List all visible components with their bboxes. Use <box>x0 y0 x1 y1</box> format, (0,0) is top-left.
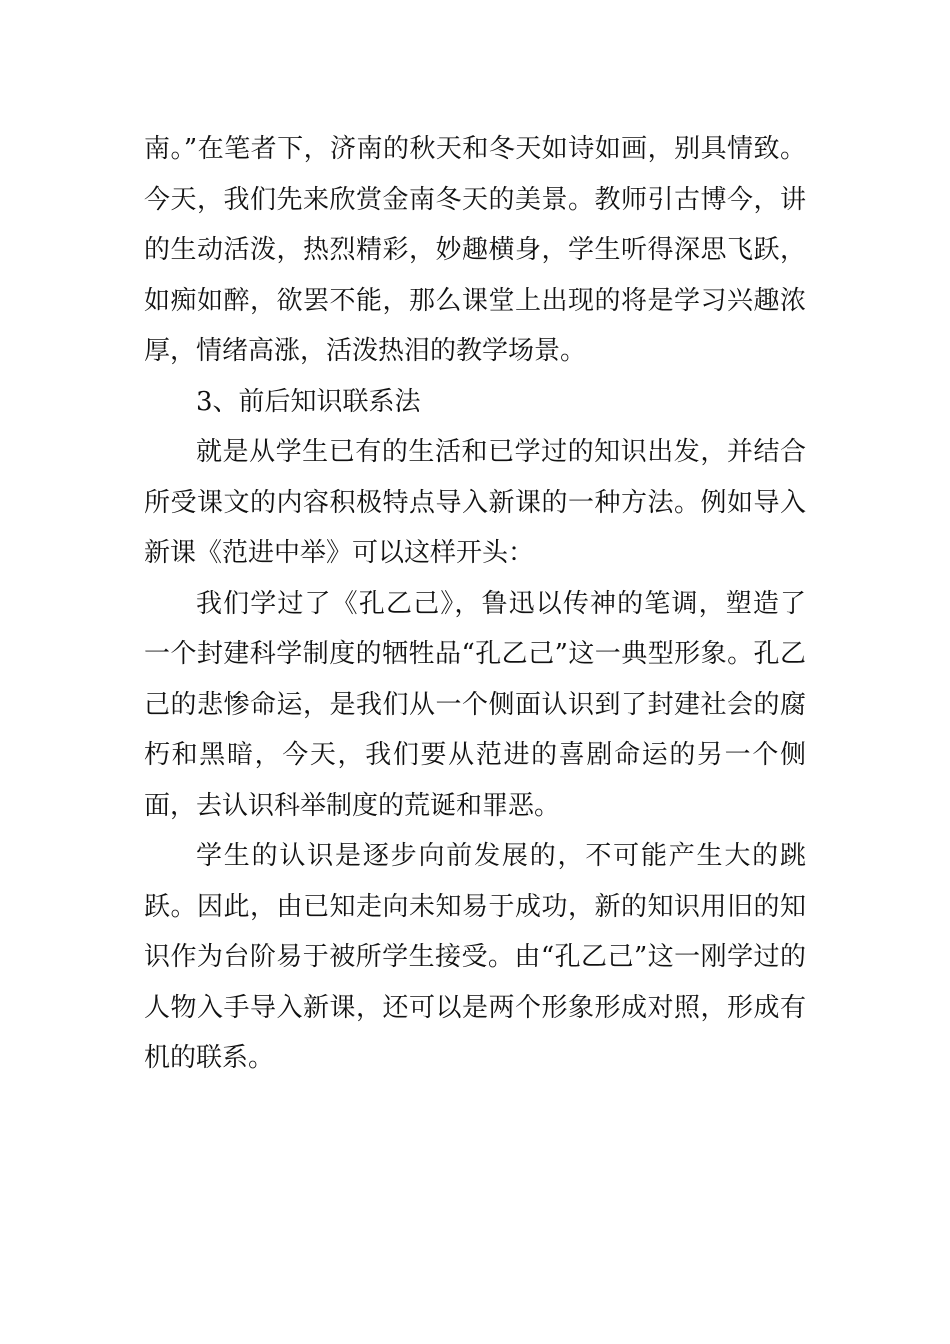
document-body <box>144 124 806 1084</box>
paragraph-method-definition: 就是从学生已有的生活和已学过的知识出发，并结合所受课文的内容积极特点导入新课的一种方法。例如导入新课《范进中举》可以这样开头： <box>144 437 806 568</box>
paragraph-continuation: 南。”在笔者下，济南的秋天和冬天如诗如画，别具情致。今天，我们先来欣赏金南冬天的美景。教师引古博今，讲的生动活泼，热烈精彩，妙趣横身，学生听得深思飞跃，如痴如醉，欲罢不能，那么课堂上出现的将是学习兴趣浓厚，情绪高涨，活泼热泪的教学场景。 <box>144 134 806 366</box>
section-heading: 3、前后知识联系法 <box>196 386 421 417</box>
paragraph-example: 我们学过了《孔乙己》，鲁迅以传神的笔调，塑造了一个封建科学制度的牺牲品“孔乙己”这一典型形象。孔乙己的悲惨命运，是我们从一个侧面认识到了封建社会的腐朽和黑暗，今天，我们要从范进的喜剧命运的另一个侧面，去认识科举制度的荒诞和罪恶。 <box>144 588 806 821</box>
paragraph-explanation: 学生的认识是逐步向前发展的，不可能产生大的跳跃。因此，由已知走向未知易于成功，新的知识用旧的知识作为台阶易于被所学生接受。由“孔乙己”这一刚学过的人物入手导入新课，还可以是两个形象形成对照，形成有机的联系。 <box>144 841 806 1073</box>
